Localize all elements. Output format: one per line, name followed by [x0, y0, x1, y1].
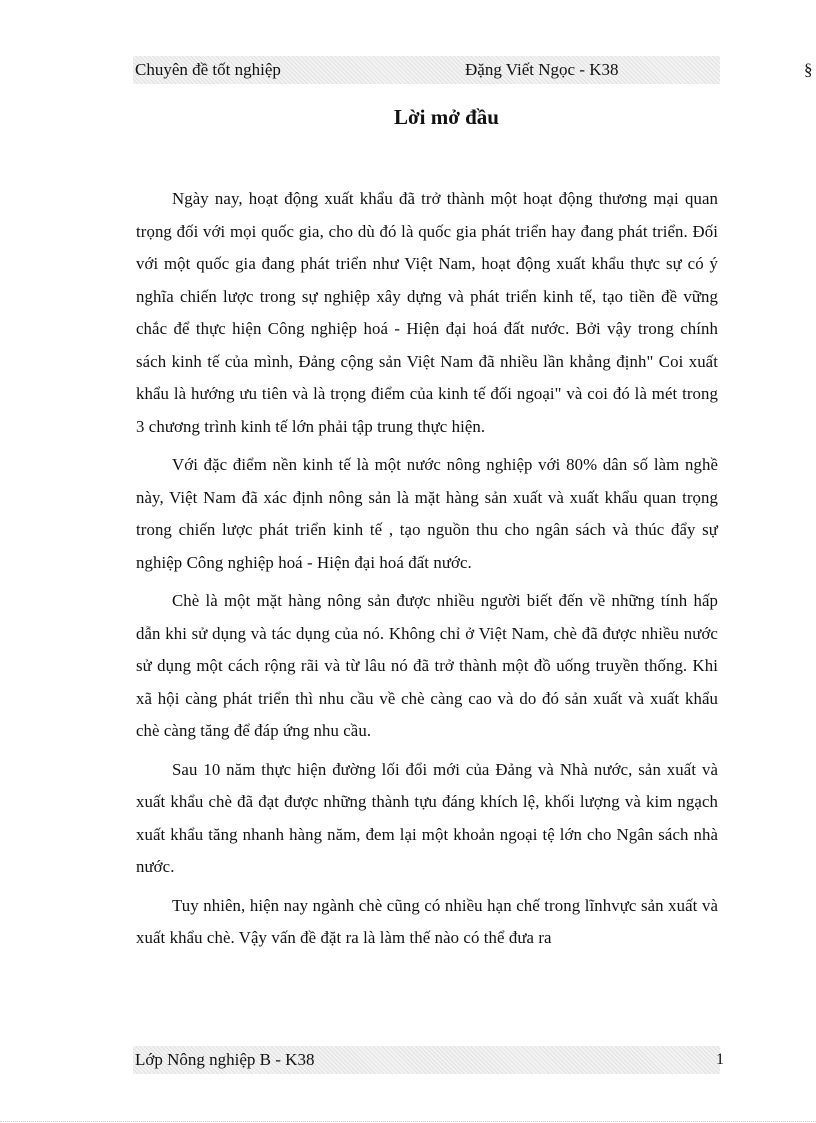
paragraph: Sau 10 năm thực hiện đường lối đổi mới của Đảng và Nhà nước, sản xuất và xuất khẩu chè đã đạt được những thành tựu đáng khích lệ, khối lượng và kim ngạch xuất khẩu tăng nhanh hàng năm, đem lại một khoản ngoại tệ lớn cho Ngân sách nhà nước.: [136, 759, 718, 876]
header-course-label: Chuyên đề tốt nghiệp: [135, 60, 281, 79]
paragraph: Với đặc điểm nền kinh tế là một nước nông nghiệp với 80% dân số làm nghề này, Việt Nam đã xác định nông sản là mặt hàng sản xuất và xuất khẩu quan trọng trong chiến lược phát triển kinh tế , tạo nguồn thu cho ngân sách và thúc đẩy sự nghiệp Công nghiệp hoá - Hiện đại hoá đất nước.: [136, 455, 718, 572]
header-author: Đặng Viết Ngọc - K38: [465, 60, 619, 79]
page-bottom-border: [0, 1121, 816, 1122]
paragraph: Tuy nhiên, hiện nay ngành chè cũng có nhiều hạn chế trong lĩnhvực sản xuất và xuất khẩu chè. Vậy vấn đề đặt ra là làm thế nào có thể đưa ra: [136, 895, 718, 947]
section-mark: §: [804, 60, 813, 79]
paragraph: Ngày nay, hoạt động xuất khẩu đã trở thành một hoạt động thương mại quan trọng đối với mọi quốc gia, cho dù đó là quốc gia phát triển hay đang phát triển. Đối với một quốc gia đang phát triển như Việt Nam, hoạt động xuất khẩu thực sự có ý nghĩa chiến lược trong sự nghiệp xây dựng và phát triển kinh tế, tạo tiền đề vững chắc để thực hiện Công nghiệp hoá - Hiện đại hoá đất nước. Bởi vậy trong chính sách kinh tế của mình, Đảng cộng sản Việt Nam đã nhiều lần khẳng định" Coi xuất khẩu là hướng ưu tiên và là trọng điểm của kinh tế đối ngoại" và coi đó là mét trong 3 chương trình kinh tế lớn phải tập trung thực hiện.: [136, 189, 718, 436]
footer-class-label: Lớp Nông nghiệp B - K38: [135, 1050, 315, 1069]
page-title: Lời mở đầu: [394, 105, 499, 129]
document-body: [136, 183, 718, 961]
page-number: 1: [716, 1051, 724, 1068]
paragraph: Chè là một mặt hàng nông sản được nhiều người biết đến về những tính hấp dẫn khi sử dụng và tác dụng của nó. Không chỉ ở Việt Nam, chè đã được nhiều nước sử dụng một cách rộng rãi và từ lâu nó đã trở thành một đồ uống truyền thống. Khi xã hội càng phát triển thì nhu cầu về chè càng cao và do đó sản xuất và xuất khẩu chè càng tăng để đáp ứng nhu cầu.: [136, 591, 718, 740]
